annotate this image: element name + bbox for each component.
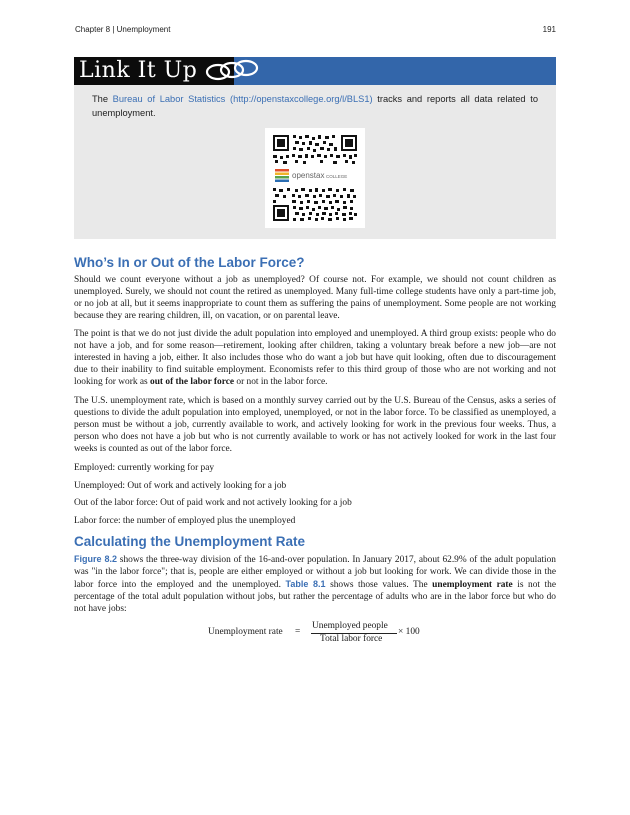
openstax-sublabel: COLLEGE bbox=[326, 174, 348, 179]
link-it-up-title: Link It Up bbox=[79, 58, 198, 83]
paragraph-1: Should we count everyone without a job as unemployed? Of course not. For example, we should not count children as unemployed. Surely, we should not count the retired as unemployed. Many full-time college students have only a part-time job, or no job at all, but it seems inappropriate to count them as suffering the pains of unemployment. Some people are not working because they are rearing children, ill, on vacation, or on parental leave. bbox=[74, 275, 556, 321]
bls-link[interactable]: Bureau of Labor Statistics (http://openstaxcollege.org/l/BLS1) bbox=[112, 94, 373, 104]
definition-employed: Employed: currently working for pay bbox=[74, 463, 215, 473]
openstax-label: openstax bbox=[292, 171, 325, 180]
definition-out-of-labor-force: Out of the labor force: Out of paid work and not actively looking for a job bbox=[74, 498, 352, 508]
chapter-title: Chapter 8 | Unemployment bbox=[75, 25, 171, 34]
link-it-up-banner bbox=[74, 57, 556, 85]
definition-unemployed: Unemployed: Out of work and actively looking for a job bbox=[74, 481, 287, 491]
paragraph-3: The U.S. unemployment rate, which is based on a monthly survey carried out by the U.S. Bureau of the Census, asks a series of questions to divide the adult population into employed, unemployed, or not in the labor force. To be classified as unemployed, a person must be without a job, currently available to work, and actively looking for work in the previous four weeks. Thus, a person who does not have a job but who is not currently available to work or has not actively looked for work in the last four weeks is counted as out of the labor force. bbox=[74, 396, 556, 454]
term-out-of-labor-force: out of the labor force bbox=[150, 377, 235, 387]
formula-lhs: Unemployment rate bbox=[208, 627, 283, 637]
qr-code[interactable] bbox=[265, 128, 365, 228]
running-header bbox=[75, 25, 556, 37]
section-heading-unemployment-rate: Calculating the Unemployment Rate bbox=[74, 534, 306, 549]
formula-numerator: Unemployed people bbox=[312, 621, 388, 631]
table-8-1-link[interactable]: Table 8.1 bbox=[285, 579, 326, 589]
figure-8-2-link[interactable]: Figure 8.2 bbox=[74, 554, 117, 564]
page-number: 191 bbox=[542, 25, 556, 34]
definition-labor-force: Labor force: the number of employed plus the unemployed bbox=[74, 516, 296, 526]
formula-multiplier: × 100 bbox=[398, 627, 420, 637]
formula-equals: = bbox=[295, 627, 301, 637]
term-unemployment-rate: unemployment rate bbox=[432, 580, 513, 590]
section-heading-labor-force: Who’s In or Out of the Labor Force? bbox=[74, 255, 305, 270]
formula-denominator: Total labor force bbox=[320, 634, 383, 644]
link-it-up-box bbox=[74, 57, 556, 239]
chain-link-icon bbox=[204, 59, 260, 83]
paragraph-4: Figure 8.2 shows the three-way division of the 16-and-over population. In January 2017, about 62.9% of the adult population was "in the labor force"; that is, people are either employed or without a job but looking for work. We can divide those in the labor force into the employed and the unemployed. Table 8.1 shows those values. The unemployment rate is not the percentage of the total adult population without jobs, but rather the percentage of adults who are in the labor force but who do not have jobs: bbox=[74, 554, 557, 614]
link-it-up-text: The Bureau of Labor Statistics (http://openstaxcollege.org/l/BLS1) tracks and reports all data related to unemployment. bbox=[92, 94, 538, 118]
paragraph-2: The point is that we do not just divide the adult population into employed and unemployed. A third group exists: people who do not have a job, and for some reason—retirement, looking after children, taking a voluntary break before a new job—are not interested in having a job, either. It also includes those who do want a job but have quit looking, often due to discouragement due to their inability to find suitable employment. Economists refer to this third group of those who are not working and not looking for work as out of the labor force or not in the labor force. bbox=[74, 329, 556, 387]
